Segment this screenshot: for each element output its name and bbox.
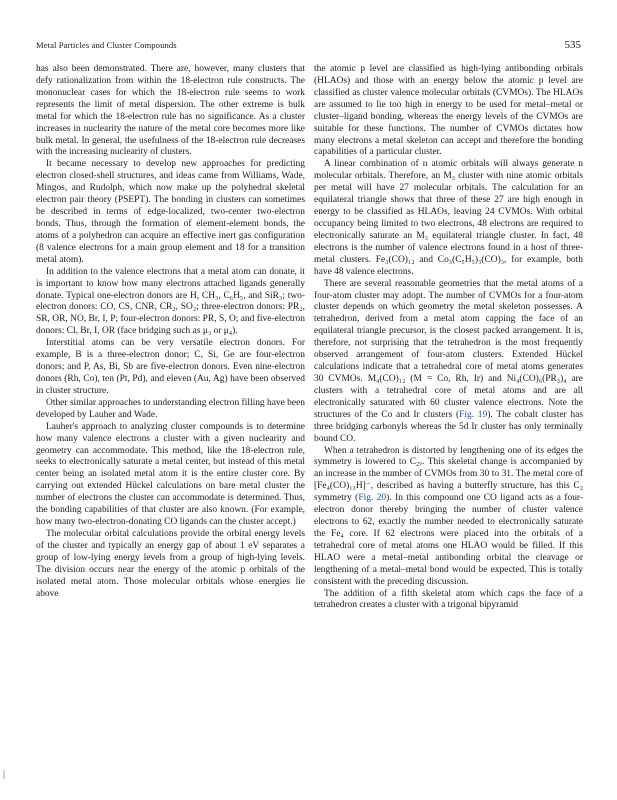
page-number: 535 [564, 39, 581, 51]
paragraph: Lauher's approach to analyzing cluster compounds is to determine how many valence electrons a cluster with a given nuclearity and geometry can accommodate. This method, like the 18-electron rule, seeks to electronically saturate a metal center, but instead of this metal center being an isolated metal atom it is the entire cluster core. By carrying out extended Hückel calculations on bare metal cluster the number of electrons the cluster can accommodate is determined. Thus, the bonding capabilities of that cluster are also known. (For example, how many two-electron-donating CO ligands can the cluster accept.) [36, 421, 305, 528]
paragraph: the atomic p level are classified as high-lying antibonding orbitals (HLAOs) and those with an energy below the atomic p level are classified as cluster valence molecular orbitals (CVMOs). The HLAOs are assumed to lie too high in energy to be used for metal–metal or cluster–ligand bonding, whereas the energy levels of the CVMOs are suitable for these functions. The number of CVMOs dictates how many electrons a metal skeleton can accept and therefore the bonding capabilities of a particular cluster. [314, 64, 583, 158]
right-column [314, 64, 583, 612]
paragraph: It became necessary to develop new approaches for predicting electron closed-shell structures, and ideas came from Williams, Wade, Mingos, and Rudolph, which now make up the polyhedral skeletal electron pair theory (PSEPT). The bonding in clusters can sometimes be described in terms of edge-localized, two-center two-electron bonds. Thus, through the formation of element-element bonds, the atoms of a polyhedron can acquire an effective inert gas configuration (8 valence electrons for a main group element and 18 for a transition metal atom). [36, 159, 305, 265]
figure-link[interactable]: Fig. 19 [459, 409, 488, 420]
paragraph: When a tetrahedron is distorted by lengthening one of its edges the symmetry is lowered to C₂ᵥ. This skeletal change is accompanied by an increase in the number of CVMOs from 30 to 31. The metal core of [Fe₄(CO)₁₃H]⁻, described as having a butterfly structure, has this C₂ symmetry (Fig. 20). In this compound one CO ligand acts as a four-electron donor thereby bringing the number of cluster valence electrons to 62, exactly the number needed to electronically saturate the Fe₄ core. If 62 electrons were placed into the orbitals of a tetrahedral core of metal atoms one HLAO would be filled. If this HLAO were a metal–metal antibonding orbital the cleavage or lengthening of a metal–metal bond would be expected. This is totally consistent with the preceding discussion. [314, 445, 584, 587]
left-column [36, 64, 305, 600]
page-header [36, 40, 581, 54]
running-head: Metal Particles and Cluster Compounds [36, 40, 177, 50]
paragraph: The molecular orbital calculations provide the orbital energy levels of the cluster and typically an energy gap of about 1 eV separates a group of low-lying energy levels from a group of high-lying levels. The division occurs near the energy of the atomic p orbitals of the isolated metal atom. Those molecular orbitals whose energies lie above [36, 528, 305, 599]
figure-link[interactable]: Fig. 20 [358, 493, 387, 504]
paragraph: In addition to the valence electrons that a metal atom can donate, it is important to know how many electrons attached ligands generally donate. Typical one-electron donors are H, CH₃, C₆H₅, and SiR₃; two-electron donors: CO, CS, CNR, CR₂, SO₂; three-electron donors: PR₂, SR, OR, NO, Br, I, P; four-electron donors: PR, S, O; and five-electron donors: Cl, Br, I, OR (face bridging such as μ₃ or μ₄). [36, 266, 305, 337]
paragraph: has also been demonstrated. There are, however, many clusters that defy rationalization from within the 18-electron rule constructs. The mononuclear cases for which the 18-electron rule seems to work represents the limit of metal dispersion. The other extreme is bulk metal for which the 18-electron rule has no significance. As a cluster increases in nuclearity the nature of the metal core becomes more like bulk metal. In general, the usefulness of the 18-electron rule decreases with the increasing nuclearity of clusters. [36, 64, 305, 158]
paragraph: Other similar approaches to understanding electron filling have been developed by Lauher and Wade. [36, 397, 305, 420]
paragraph: A linear combination of n atomic orbitals will always generate n molecular orbitals. Therefore, an M₃ cluster with nine atomic orbitals per metal will have 27 molecular orbitals. The calculation for an equilateral triangle shows that three of these 27 are high enough in energy to be classified as HLAOs, leaving 24 CVMOs. With orbital occupancy being limited to two electrons, 48 electrons are required to electronically saturate an M₃ equilateral triangle cluster. In fact, 48 electrons is the number of valence electrons found in a host of three-metal clusters. Fe₃(CO)₁₂ and Co₃(C₅H₅)₃(CO)₃, for example, both have 48 valence electrons. [314, 159, 583, 277]
paragraph: There are several reasonable geometries that the metal atoms of a four-atom cluster may adopt. The number of CVMOs for a four-atom cluster depends on which geometry the metal skeleton possesses. A tetrahedron, derived from a metal atom capping the face of an equilateral triangle precursor, is the closest packed arrangement. It is, therefore, not surprising that the tetrahedron is the most frequently observed arrangement of four-atom clusters. Extended Hückel calculations indicate that a tetrahedral core of metal atoms generates 30 CVMOs. M₄(CO)₁₂ (M = Co, Rh, Ir) and Ni₄(CO)₆(PR₃)₄ are clusters with a tetrahedral core of metal atoms and are all electronically saturated with 60 cluster valence electrons. Note the structures of the Co and Ir clusters (Fig. 19). The cobalt cluster has three bridging carbonyls whereas the 5d Ir cluster has only terminally bound CO. [314, 278, 583, 444]
margin-mark [3, 770, 5, 779]
paragraph: The addition of a fifth skeletal atom which caps the face of a tetrahedron creates a cluster with a trigonal bipyramid [314, 588, 583, 611]
paragraph: Interstitial atoms can be very versatile electron donors. For example, B is a three-electron donor; C, Si, Ge are four-electron donors; and P, As, Bi, Sb are five-electron donors. Even nine-electron donors (Rh, Co), ten (Pt, Pd), and eleven (Au, Ag) have been observed in cluster structure. [36, 338, 305, 396]
